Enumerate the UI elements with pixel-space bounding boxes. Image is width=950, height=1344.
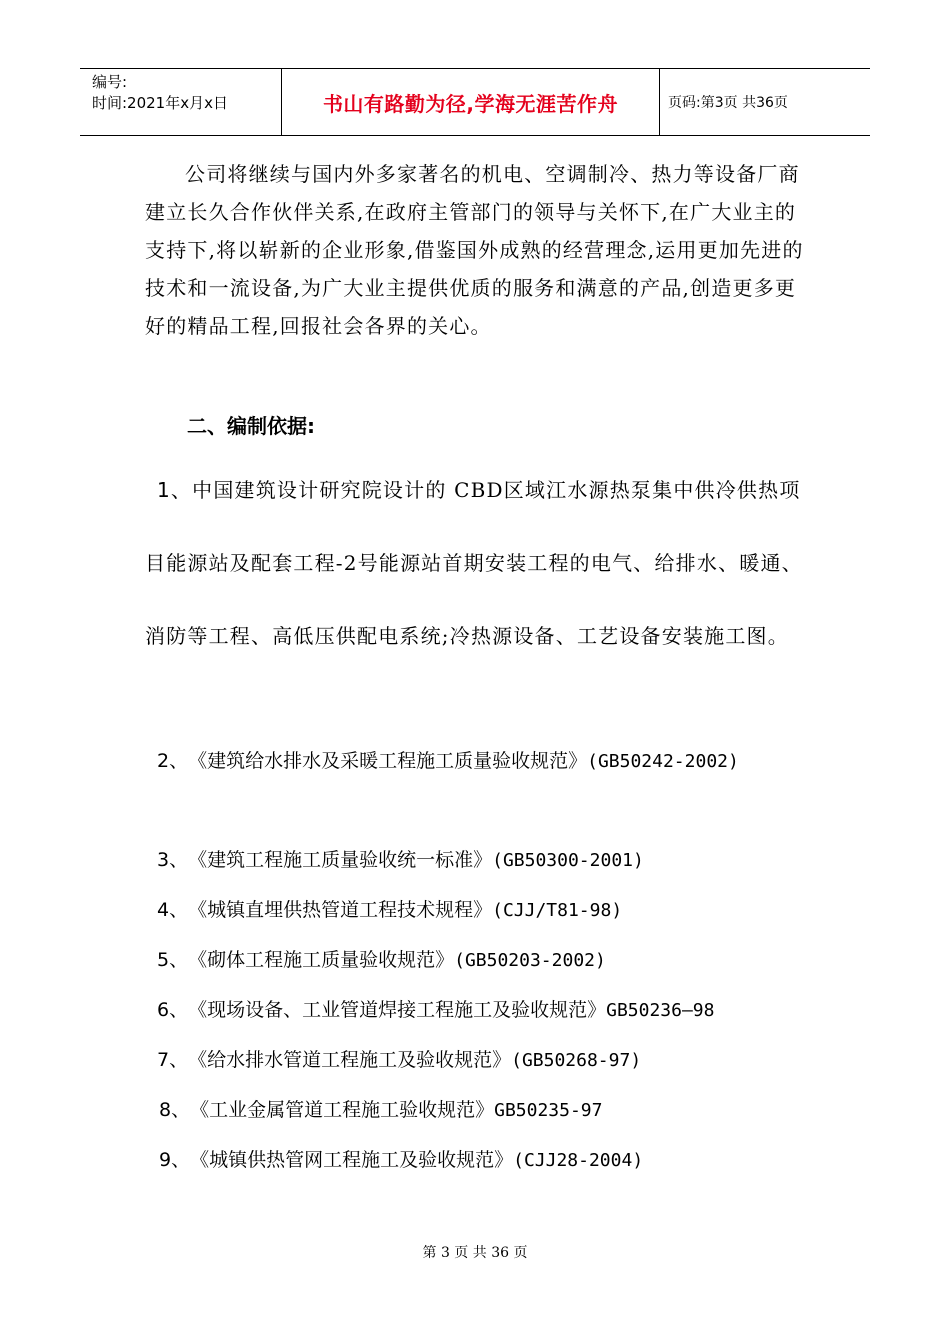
basis-item-number: 7、: [157, 1049, 189, 1071]
header-motto: 书山有路勤为径,学海无涯苦作舟: [282, 69, 660, 135]
page-header: [80, 68, 870, 136]
basis-item-title: 《给水排水管道工程施工及验收规范》: [188, 1049, 512, 1071]
basis-item-code: (CJJ28-2004): [513, 1150, 644, 1171]
basis-item-2: [145, 734, 815, 789]
basis-item-1: [145, 454, 810, 673]
basis-item-title: 《现场设备、工业管道焊接工程施工及验收规范》: [188, 999, 607, 1021]
basis-item-5: [145, 946, 815, 975]
basis-item-title: 《建筑给水排水及采暖工程施工质量验收规范》: [188, 750, 588, 772]
basis-item-number: 3、: [157, 849, 189, 871]
basis-item-9: [145, 1146, 815, 1175]
basis-item-code: GB50235-97: [494, 1100, 603, 1121]
basis-item-number: 4、: [157, 899, 189, 921]
header-page-label: 页码:第3页 共36页: [668, 95, 788, 111]
basis-item-7: [145, 1046, 815, 1075]
header-page-info: [660, 69, 870, 135]
basis-item-8: [145, 1096, 815, 1125]
document-number-label: 编号:: [92, 73, 128, 91]
basis-item-number: 5、: [157, 949, 189, 971]
basis-item-3: [145, 846, 815, 875]
basis-item-title: 《砌体工程施工质量验收规范》: [188, 949, 455, 971]
header-meta: [80, 69, 282, 135]
basis-item-number: 8、: [159, 1099, 191, 1121]
basis-item-title: 《工业金属管道工程施工验收规范》: [190, 1099, 495, 1121]
basis-item-code: (CJJ/T81-98): [492, 900, 623, 921]
basis-item-number: 6、: [157, 999, 189, 1021]
basis-item-code: (GB50242-2002): [587, 751, 739, 772]
basis-item-text: 中国建筑设计研究院设计的 CBD区域江水源热泵集中供冷供热项目能源站及配套工程-2号能源站首期安装工程的电气、给排水、暖通、消防等工程、高低压供配电系统;冷热源设备、工艺设备安装施工图。: [145, 478, 803, 648]
page-footer: 第 3 页 共 36 页: [422, 1245, 528, 1261]
document-time-label: 时间:2021年x月x日: [92, 94, 228, 112]
basis-item-number: 1、: [157, 478, 193, 502]
basis-item-number: 2、: [157, 750, 189, 772]
basis-item-code: (GB50268-97): [511, 1050, 642, 1071]
basis-item-title: 《建筑工程施工质量验收统一标准》: [188, 849, 493, 871]
basis-item-6: [145, 996, 815, 1025]
basis-item-title: 《城镇供热管网工程施工及验收规范》: [190, 1149, 514, 1171]
basis-item-number: 9、: [159, 1149, 191, 1171]
basis-item-code: GB50236—98: [606, 1000, 715, 1021]
basis-item-4: [145, 896, 815, 925]
basis-item-code: (GB50300-2001): [492, 850, 644, 871]
intro-paragraph: [145, 155, 810, 345]
section-heading: 二、编制依据:: [187, 414, 315, 438]
basis-item-code: (GB50203-2002): [454, 950, 606, 971]
intro-paragraph-text: 公司将继续与国内外多家著名的机电、空调制冷、热力等设备厂商建立长久合作伙伴关系,在政府主管部门的领导与关怀下,在广大业主的支持下,将以崭新的企业形象,借鉴国外成熟的经营理念,运用更加先进的技术和一流设备,为广大业主提供优质的服务和满意的产品,创造更多更好的精品工程,回报社会各界的关心。: [145, 162, 804, 338]
basis-item-title: 《城镇直埋供热管道工程技术规程》: [188, 899, 493, 921]
